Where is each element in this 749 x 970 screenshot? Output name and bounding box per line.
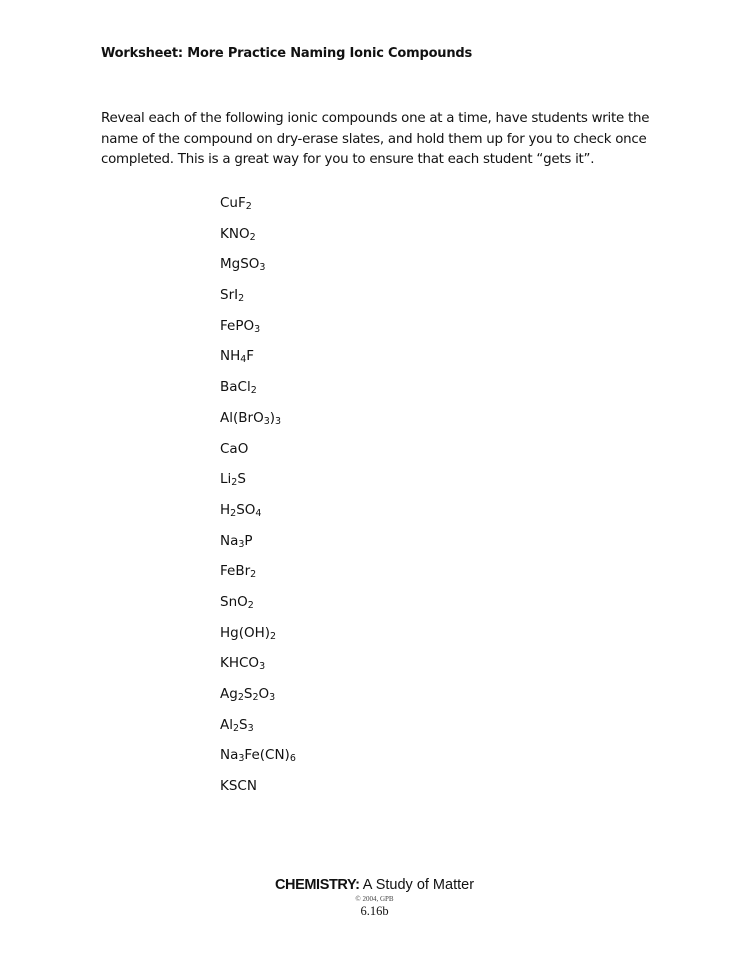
formula-text: FePO xyxy=(220,317,255,334)
formula-text: Fe(CN) xyxy=(244,747,290,764)
formula-text: CaO xyxy=(220,440,249,457)
formula-subscript: 6 xyxy=(289,753,296,765)
formula-subscript: 2 xyxy=(245,201,252,212)
formula-subscript: 2 xyxy=(249,231,256,243)
formula-subscript: 2 xyxy=(237,692,244,703)
formula-subscript: 3 xyxy=(275,415,282,427)
compound-formula xyxy=(220,746,296,777)
compound-formula xyxy=(220,317,296,348)
compound-formula xyxy=(220,286,296,317)
formula-text: Na xyxy=(220,747,239,764)
compound-formula xyxy=(220,194,296,225)
footer-brand xyxy=(0,877,749,893)
formula-text: SnO xyxy=(220,593,248,610)
formula-text: BaCl xyxy=(220,379,251,396)
formula-subscript: 2 xyxy=(233,722,240,734)
formula-subscript: 4 xyxy=(255,507,262,519)
formula-text: O xyxy=(258,686,270,702)
page-number: 6.16b xyxy=(360,904,389,918)
formula-subscript: 3 xyxy=(269,692,276,703)
formula-text: Ag xyxy=(220,686,238,702)
formula-text: KNO xyxy=(220,225,250,242)
formula-text: F xyxy=(246,348,255,365)
formula-subscript: 3 xyxy=(263,415,270,427)
formula-subscript: 4 xyxy=(240,354,247,366)
formula-text: S xyxy=(237,471,246,488)
compound-formula xyxy=(220,440,296,471)
compound-formula xyxy=(220,409,296,440)
formula-text: H xyxy=(220,501,231,518)
formula-text: SrI xyxy=(220,287,239,304)
formula-subscript: 2 xyxy=(270,630,277,642)
compound-formula xyxy=(220,225,296,256)
compound-formula xyxy=(220,347,296,378)
compound-formula xyxy=(220,685,296,716)
brand-subtitle: A Study of Matter xyxy=(359,877,475,893)
worksheet-title: Worksheet: More Practice Naming Ionic Compounds xyxy=(101,46,473,61)
formula-text: Hg(OH) xyxy=(220,624,271,641)
compound-formula xyxy=(220,716,296,747)
formula-subscript: 2 xyxy=(250,385,257,397)
formula-subscript: 2 xyxy=(250,569,257,581)
formula-text: Al(BrO xyxy=(220,409,264,426)
compound-formula xyxy=(220,562,296,593)
formula-text: CuF xyxy=(220,195,246,211)
instructions-paragraph: Reveal each of the following ionic compounds one at a time, have students write the name of the compound on dry-erase slates, and hold them up for you to check once completed. This is a great way for you to ensure that each student “gets it”. xyxy=(101,111,650,167)
compound-formula xyxy=(220,501,296,532)
compound-formula xyxy=(220,593,296,624)
compound-formula xyxy=(220,654,296,685)
formula-text: NH xyxy=(220,348,241,365)
formula-subscript: 3 xyxy=(259,661,266,673)
compound-formula xyxy=(220,470,296,501)
formula-subscript: 2 xyxy=(252,692,259,703)
formula-subscript: 3 xyxy=(238,753,245,765)
formula-subscript: 2 xyxy=(247,599,254,611)
compound-formula xyxy=(220,532,296,563)
compound-formula xyxy=(220,777,296,808)
formula-text: KHCO xyxy=(220,655,260,672)
formula-text: SO xyxy=(236,501,256,518)
formula-subscript: 2 xyxy=(230,507,237,519)
compound-formula xyxy=(220,255,296,286)
formula-text: S xyxy=(239,716,248,733)
compound-formula xyxy=(220,378,296,409)
formula-subscript: 3 xyxy=(254,323,261,335)
compound-formula xyxy=(220,624,296,655)
formula-text: P xyxy=(244,532,253,549)
copyright: © 2004, GPB xyxy=(355,895,394,903)
formula-text: MgSO xyxy=(220,256,260,273)
formula-subscript: 3 xyxy=(238,538,245,550)
formula-subscript: 2 xyxy=(238,293,245,305)
formula-subscript: 2 xyxy=(231,477,238,489)
formula-text: KSCN xyxy=(220,778,257,795)
formula-text: Li xyxy=(220,471,232,488)
formula-text: Al xyxy=(220,716,233,733)
formula-text: Na xyxy=(220,532,239,549)
formula-text: FeBr xyxy=(220,563,251,580)
formula-text: ) xyxy=(269,409,276,426)
brand-name: CHEMISTRY: xyxy=(274,877,360,893)
formula-text: S xyxy=(243,686,253,702)
compound-list xyxy=(220,194,296,808)
formula-subscript: 3 xyxy=(259,262,266,274)
formula-subscript: 3 xyxy=(247,722,254,734)
